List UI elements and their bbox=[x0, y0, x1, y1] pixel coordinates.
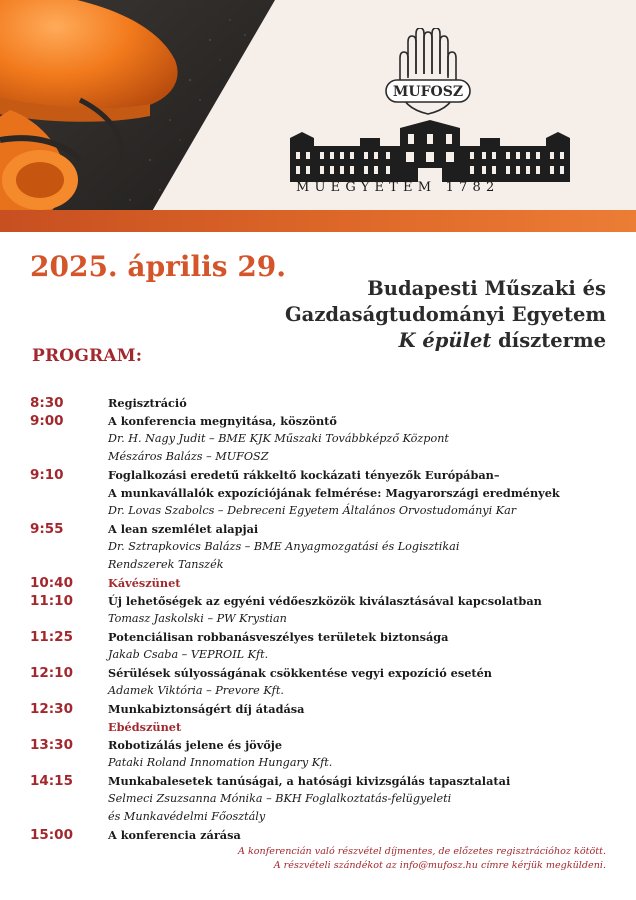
agenda-body bbox=[108, 772, 615, 826]
agenda-body bbox=[108, 736, 615, 772]
agenda-title: Munkabiztonságért díj átadása bbox=[108, 702, 305, 716]
header bbox=[0, 0, 636, 232]
agenda-item bbox=[30, 520, 615, 574]
footer-note bbox=[238, 845, 606, 873]
orange-divider-band bbox=[0, 210, 636, 232]
agenda-time: 11:10 bbox=[30, 593, 73, 609]
agenda-item bbox=[30, 664, 615, 700]
agenda-time: 10:40 bbox=[30, 575, 73, 591]
agenda-item bbox=[30, 718, 615, 736]
agenda-speaker: Dr. Sztrapkovics Balázs – BME Anyagmozgatási és Logisztikai bbox=[108, 540, 460, 553]
agenda-body bbox=[108, 628, 615, 664]
agenda-body bbox=[108, 466, 615, 520]
event-date: 2025. április 29. bbox=[30, 250, 287, 283]
agenda-body bbox=[108, 826, 615, 844]
agenda-title: Foglalkozási eredetű rákkeltő kockázati tényezők Európában– bbox=[108, 468, 500, 482]
agenda-title: Regisztráció bbox=[108, 396, 187, 410]
agenda-item bbox=[30, 700, 615, 718]
agenda-time: 12:30 bbox=[30, 701, 73, 717]
agenda-body bbox=[108, 412, 615, 466]
agenda-list bbox=[30, 394, 615, 844]
agenda-title: Potenciálisan robbanásveszélyes területek biztonsága bbox=[108, 630, 449, 644]
agenda-speaker: és Munkavédelmi Főosztály bbox=[108, 810, 266, 823]
agenda-item bbox=[30, 772, 615, 826]
agenda-time: 9:10 bbox=[30, 467, 64, 483]
agenda-speaker: Pataki Roland Innomation Hungary Kft. bbox=[108, 756, 333, 769]
agenda-speaker: Adamek Viktória – Prevore Kft. bbox=[108, 684, 284, 697]
agenda-item bbox=[30, 466, 615, 520]
venue-hall: díszterme bbox=[491, 329, 606, 352]
agenda-body bbox=[108, 592, 615, 628]
hard-hat-photo bbox=[0, 0, 300, 232]
agenda-item bbox=[30, 736, 615, 772]
agenda-time: 9:00 bbox=[30, 413, 64, 429]
venue-building: K épület bbox=[398, 329, 492, 352]
agenda-item bbox=[30, 574, 615, 592]
agenda-title: Munkabalesetek tanúságai, a hatósági kivizsgálás tapasztalatai bbox=[108, 774, 511, 788]
agenda-time: 12:10 bbox=[30, 665, 73, 681]
agenda-item bbox=[30, 592, 615, 628]
mufosz-logo bbox=[380, 28, 476, 120]
agenda-speaker: Jakab Csaba – VEPROIL Kft. bbox=[108, 648, 269, 661]
agenda-speaker: Tomasz Jaskolski – PW Krystian bbox=[108, 612, 287, 625]
agenda-item bbox=[30, 394, 615, 412]
agenda-time: 8:30 bbox=[30, 395, 64, 411]
agenda-body bbox=[108, 664, 615, 700]
university-caption: MŰEGYETEM 1782 bbox=[296, 180, 500, 195]
agenda-time: 15:00 bbox=[30, 827, 73, 843]
agenda-body bbox=[108, 718, 615, 736]
agenda-speaker: Mészáros Balázs – MUFOSZ bbox=[108, 450, 269, 463]
agenda-body bbox=[108, 520, 615, 574]
agenda-speaker: Dr. Lovas Szabolcs – Debreceni Egyetem Általános Orvostudományi Kar bbox=[108, 504, 517, 517]
venue-line-1: Budapesti Műszaki és bbox=[367, 277, 606, 300]
agenda-title: Új lehetőségek az egyéni védőeszközök kiválasztásával kapcsolatban bbox=[108, 594, 542, 608]
venue-line-2: Gazdaságtudományi Egyetem bbox=[285, 303, 606, 326]
agenda-break-title: Kávészünet bbox=[108, 576, 181, 590]
venue-line-3 bbox=[285, 328, 606, 354]
agenda-body bbox=[108, 574, 615, 592]
footer-line-2: A részvételi szándékot az info@mufosz.hu címre kérjük megküldeni. bbox=[273, 860, 606, 871]
agenda-time: 11:25 bbox=[30, 629, 73, 645]
agenda-speaker: Dr. H. Nagy Judit – BME KJK Műszaki Továbbképző Központ bbox=[108, 432, 449, 445]
agenda-title: Sérülések súlyosságának csökkentése vegyi expozíció esetén bbox=[108, 666, 493, 680]
agenda-body bbox=[108, 700, 615, 718]
university-building-illustration bbox=[290, 120, 570, 182]
agenda-time: 13:30 bbox=[30, 737, 73, 753]
agenda-break-title: Ebédszünet bbox=[108, 720, 182, 734]
venue bbox=[285, 276, 606, 354]
footer-line-1: A konferencián való részvétel díjmentes, de előzetes regisztrációhoz kötött. bbox=[237, 846, 606, 857]
agenda-item bbox=[30, 412, 615, 466]
agenda-speaker: Rendszerek Tanszék bbox=[108, 558, 224, 571]
agenda-body bbox=[108, 394, 615, 412]
agenda-title: A konferencia megnyitása, köszöntő bbox=[108, 414, 337, 428]
agenda-time: 9:55 bbox=[30, 521, 64, 537]
program-heading: PROGRAM: bbox=[32, 346, 143, 366]
agenda-title-continued: A munkavállalók expozíciójának felmérése: Magyarországi eredmények bbox=[108, 486, 560, 500]
agenda-title: A lean szemlélet alapjai bbox=[108, 522, 259, 536]
agenda-title: A konferencia zárása bbox=[108, 828, 241, 842]
agenda-time: 14:15 bbox=[30, 773, 73, 789]
agenda-title: Robotizálás jelene és jövője bbox=[108, 738, 283, 752]
agenda-item bbox=[30, 826, 615, 844]
agenda-speaker: Selmeci Zsuzsanna Mónika – BKH Foglalkoztatás-felügyeleti bbox=[108, 792, 452, 805]
agenda-item bbox=[30, 628, 615, 664]
logo-text: MUFOSZ bbox=[392, 84, 464, 100]
